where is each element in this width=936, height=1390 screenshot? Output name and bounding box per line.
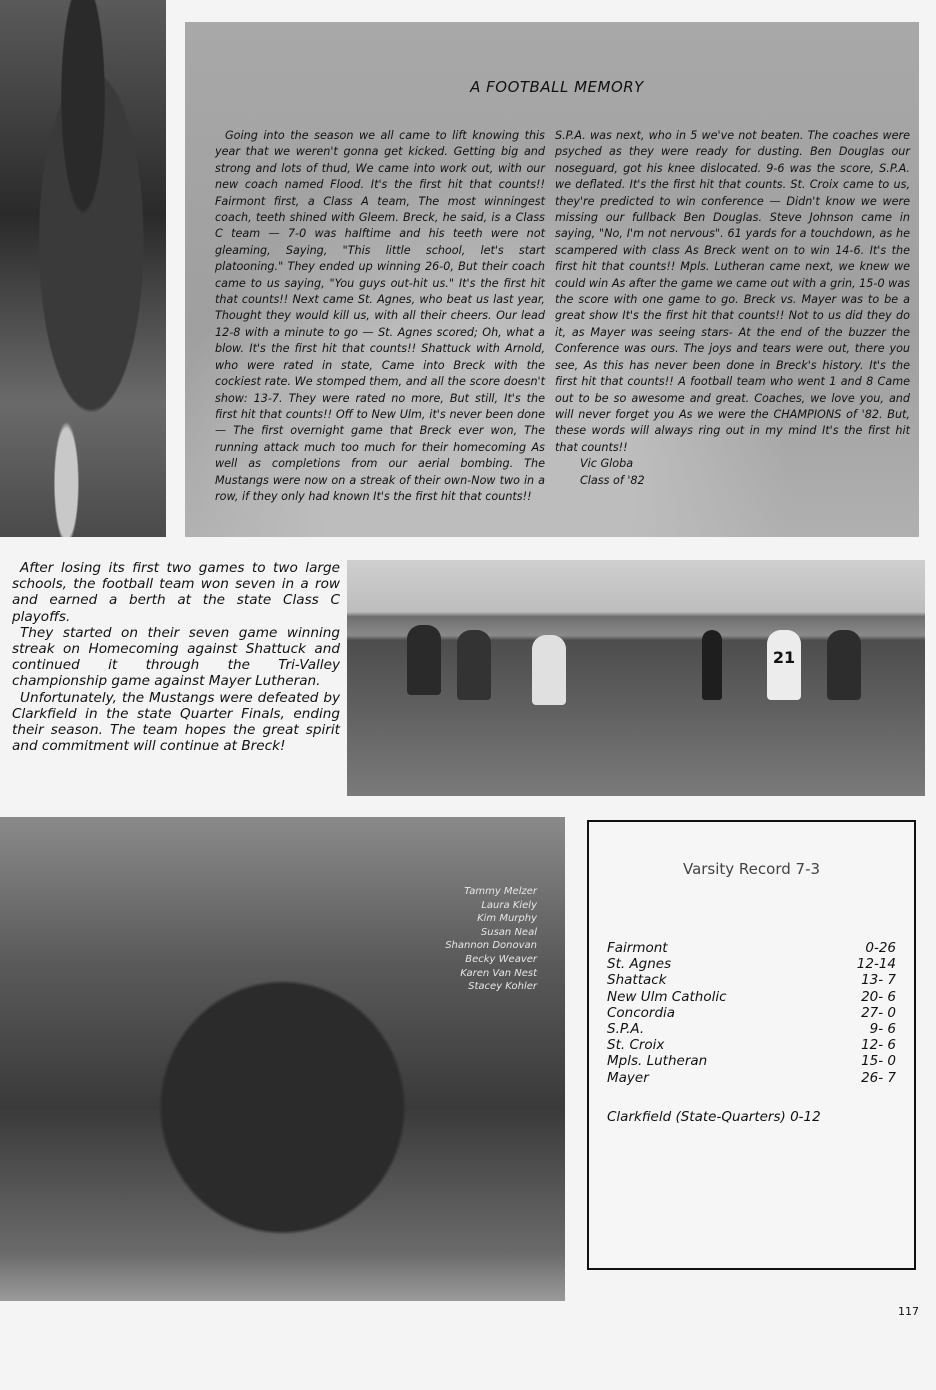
record-row [607, 1021, 896, 1037]
record-opponent: Shattack [607, 972, 667, 989]
player-jersey: 21 [767, 630, 801, 700]
record-row [607, 989, 896, 1005]
cheerleader-name: Stacey Kohler [468, 981, 537, 993]
player-figure [457, 630, 491, 700]
record-opponent: Fairmont [607, 940, 668, 956]
page-number: 117 [898, 1305, 919, 1318]
football-memory-article [185, 22, 919, 537]
record-opponent: S.P.A. [607, 1021, 645, 1038]
record-score: 0-26 [865, 940, 896, 956]
article-author-class: Class of '82 [580, 473, 645, 487]
record-row [607, 1070, 896, 1086]
record-row [607, 1005, 896, 1021]
cheerleader-name: Becky Weaver [465, 953, 537, 965]
cheerleader-name: Shannon Donovan [445, 940, 537, 952]
article-author: Vic Globa [580, 457, 634, 471]
player-figure [407, 625, 441, 695]
referee-figure [702, 630, 722, 700]
caption-paragraph: After losing its first two games to two large schools, the football team won seven in a row and earned a berth at the state Class C playoffs. [12, 560, 340, 625]
record-score: 13- 7 [861, 972, 896, 989]
cheerleader-name: Kim Murphy [477, 913, 537, 925]
record-score: 27- 0 [861, 1004, 896, 1021]
cheerleader-name: Karen Van Nest [460, 967, 537, 979]
caption-paragraph: Unfortunately, the Mustangs were defeated by Clarkfield in the state Quarter Finals, ending their season. The team hopes the great spirit and commitment will continue at Breck! [12, 689, 340, 755]
article-left-column: Going into the season we all came to lift knowing this year that we weren't gonna get kicked. Getting big and strong and lots of thud, We came into work out, with our new coach named Flood. It's the first hit that counts!! Fairmont first, a Class A team, The most winningest coach, teeth shined with Gleem. Breck, he said, is a Class C team — 7-0 was halftime and his teeth were not gleaming, Saying, "This little school, let's start platooning." They ended up winning 26-0, But their coach came to us saying, "You guys out-hit us." It's the first hit that counts!! Next came St. Agnes, who beat us last year, Thought they would kill us, with all their cheers. Our lead 12-8 with a minute to go — St. Agnes scored; Oh, what a blow. It's the first hit that counts!! Shattuck with Arnold, who were rated in state, Came into Breck with the cockiest rate. We stomped them, and all the score doesn't show: 13-7. They were rated no more, But still, It's the first hit that counts!! Off to New Ulm, it's never been done — The first overnight game that Breck ever won, The running attack much too much for their homecoming As well as completions from our aerial bombing. The Mustangs were now on a streak of their own-Now two in a row, if they only had known It's the first hit that counts!! [215, 129, 545, 503]
football-player-photo [0, 0, 166, 537]
cheerleaders-photo [0, 817, 565, 1301]
player-figure [532, 635, 566, 705]
record-opponent: St. Agnes [607, 956, 672, 973]
record-final-game: Clarkfield (State-Quarters) 0-12 [607, 1109, 821, 1125]
record-opponent: St. Croix [607, 1037, 665, 1054]
record-opponent: Mpls. Lutheran [607, 1053, 708, 1070]
record-opponent: New Ulm Catholic [607, 988, 727, 1005]
football-game-photo [347, 560, 925, 796]
record-row [607, 972, 896, 988]
record-title: Varsity Record 7-3 [682, 860, 821, 878]
record-row [607, 1053, 896, 1069]
cheerleader-name: Tammy Melzer [464, 886, 537, 897]
article-title: A FOOTBALL MEMORY [470, 78, 644, 96]
season-caption [12, 560, 340, 754]
record-list [607, 940, 896, 1086]
cheerleader-name: Susan Neal [480, 926, 537, 938]
record-row [607, 940, 896, 956]
record-score: 9- 6 [869, 1021, 896, 1038]
article-right-text: S.P.A. was next, who in 5 we've not beaten. The coaches were psyched as they were ready for dusting. Ben Douglas our noseguard, got his knee dislocated. 9-6 was the score, S.P.A. we deflated. It's the first hit that counts. St. Croix came to us, they're predicted to win conference — Didn't know we were missing our fullback Ben Douglas. Steve Johnson came in saying, "No, I'm not nervous". 61 yards for a touchdown, as he scampered with class As Breck went on to win 14-6. It's the first hit that counts!! Mpls. Lutheran came next, we knew we could win As after the game we came out with a grin, 15-0 was the score with one game to go. Breck vs. Mayer was to be a great show It's the first hit that counts!! Not to us did they do it, as Mayer was seeing stars- At the end of the buzzer the Conference was ours. The joys and tears were out, there you see, As this has never been done in Breck's history. It's the first hit that counts!! A football team who went 1 and 8 Came out to be so awesome and great. Coaches, we love you, and will never forget you As we were the CHAMPIONS of '82. But, these words will always ring out in my mind It's the first hit that counts!! [555, 129, 910, 454]
record-score: 20- 6 [861, 988, 896, 1005]
varsity-record-box [587, 820, 916, 1270]
record-opponent: Concordia [607, 1004, 676, 1021]
player-figure [827, 630, 861, 700]
record-score: 12-14 [856, 956, 896, 973]
caption-paragraph: They started on their seven game winning streak on Homecoming against Shattuck and continued it through the Tri-Valley championship game against Mayer Lutheran. [12, 624, 340, 690]
record-opponent: Mayer [607, 1069, 649, 1086]
record-row [607, 956, 896, 972]
cheerleader-names [445, 885, 537, 994]
cheerleader-name: Laura Kiely [481, 899, 537, 911]
record-row [607, 1037, 896, 1053]
record-score: 12- 6 [861, 1037, 896, 1054]
record-score: 15- 0 [861, 1053, 896, 1070]
article-right-column [555, 128, 910, 489]
record-score: 26- 7 [861, 1069, 896, 1086]
